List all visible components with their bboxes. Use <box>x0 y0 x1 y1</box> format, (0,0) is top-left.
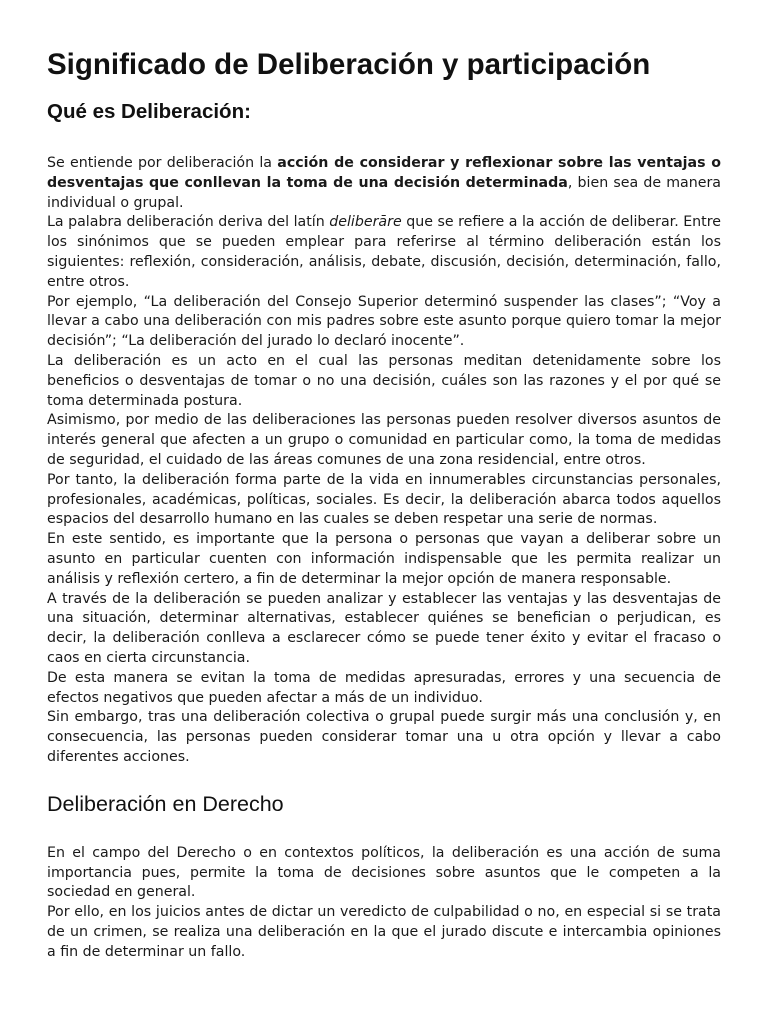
paragraph-italic-text: deliberāre <box>329 214 402 231</box>
paragraph: De esta manera se evitan la toma de medidas apresuradas, errores y una secuencia de efectos negativos que pueden afectar a más de un individuo. <box>47 669 721 706</box>
paragraph: La deliberación es un acto en el cual las personas meditan detenidamente sobre los beneficios o desventajas de tomar o no una decisión, cuáles son las razones y el por qué se toma determinada postura. <box>47 352 721 409</box>
section-heading-derecho: Deliberación en Derecho <box>47 791 284 816</box>
paragraph: A través de la deliberación se pueden analizar y establecer las ventajas y las desventajas de una situación, determinar alternativas, establecer quiénes se benefician o perjudican, es decir, la deliberación conlleva a esclarecer cómo se puede tener éxito y evitar el fracaso o caos en cierta circunstancia. <box>47 590 721 666</box>
section-body-que-es <box>47 154 721 768</box>
paragraph: Por tanto, la deliberación forma parte de la vida en innumerables circunstancias personales, profesionales, académicas, políticas, sociales. Es decir, la deliberación abarca todos aquellos espacios del desarrollo humano en las cuales se deben respetar una serie de normas. <box>47 471 721 528</box>
paragraph-text: , bien sea de manera individual o grupal. <box>47 174 722 211</box>
paragraph-text: que se refiere a la acción de deliberar. Entre los sinónimos que se pueden emplear para referirse al término deliberación están los siguientes: reflexión, consideración, análisis, debate, discusión, decisión, determinación, fallo, entre otros. <box>47 214 721 290</box>
section-heading-que-es: Qué es Deliberación: <box>47 100 251 123</box>
paragraph: En este sentido, es importante que la persona o personas que vayan a deliberar sobre un asunto en particular cuenten con información indispensable que les permita realizar un análisis y reflexión certero, a fin de determinar la mejor opción de manera responsable. <box>47 531 721 587</box>
section-body-derecho <box>47 844 721 963</box>
paragraph: Por ello, en los juicios antes de dictar un veredicto de culpabilidad o no, en especial si se trata de un crimen, se realiza una deliberación en la que el jurado discute e intercambia opiniones a fin de determinar un fallo. <box>47 904 721 960</box>
paragraph <box>47 154 721 213</box>
paragraph-text: Se entiende por deliberación la <box>47 155 278 171</box>
paragraph: En el campo del Derecho o en contextos políticos, la deliberación es una acción de suma importancia pues, permite la toma de decisiones sobre asuntos que le competen a la sociedad en general. <box>47 844 721 901</box>
paragraph-bold-text: acción de considerar y reflexionar sobre las ventajas o desventajas que conllevan la toma de una decisión determinada <box>47 155 721 191</box>
page-title: Significado de Deliberación y participación <box>47 48 651 81</box>
paragraph <box>47 213 721 292</box>
paragraph: Asimismo, por medio de las deliberaciones las personas pueden resolver diversos asuntos de interés general que afecten a un grupo o comunidad en particular como, la toma de medidas de seguridad, el cuidado de las áreas comunes de una zona residencial, entre otros. <box>47 412 721 468</box>
paragraph-text: La palabra deliberación deriva del latín <box>47 214 330 231</box>
paragraph: Sin embargo, tras una deliberación colectiva o grupal puede surgir más una conclusión y, en consecuencia, las personas pueden considerar tomar una u otra opción y llevar a cabo diferentes acciones. <box>47 709 721 765</box>
paragraph: Por ejemplo, “La deliberación del Consejo Superior determinó suspender las clases”; “Voy a llevar a cabo una deliberación con mis padres sobre este asunto porque quiero tomar la mejor decisión”; “La deliberación del jurado lo declaró inocente”. <box>47 293 721 350</box>
